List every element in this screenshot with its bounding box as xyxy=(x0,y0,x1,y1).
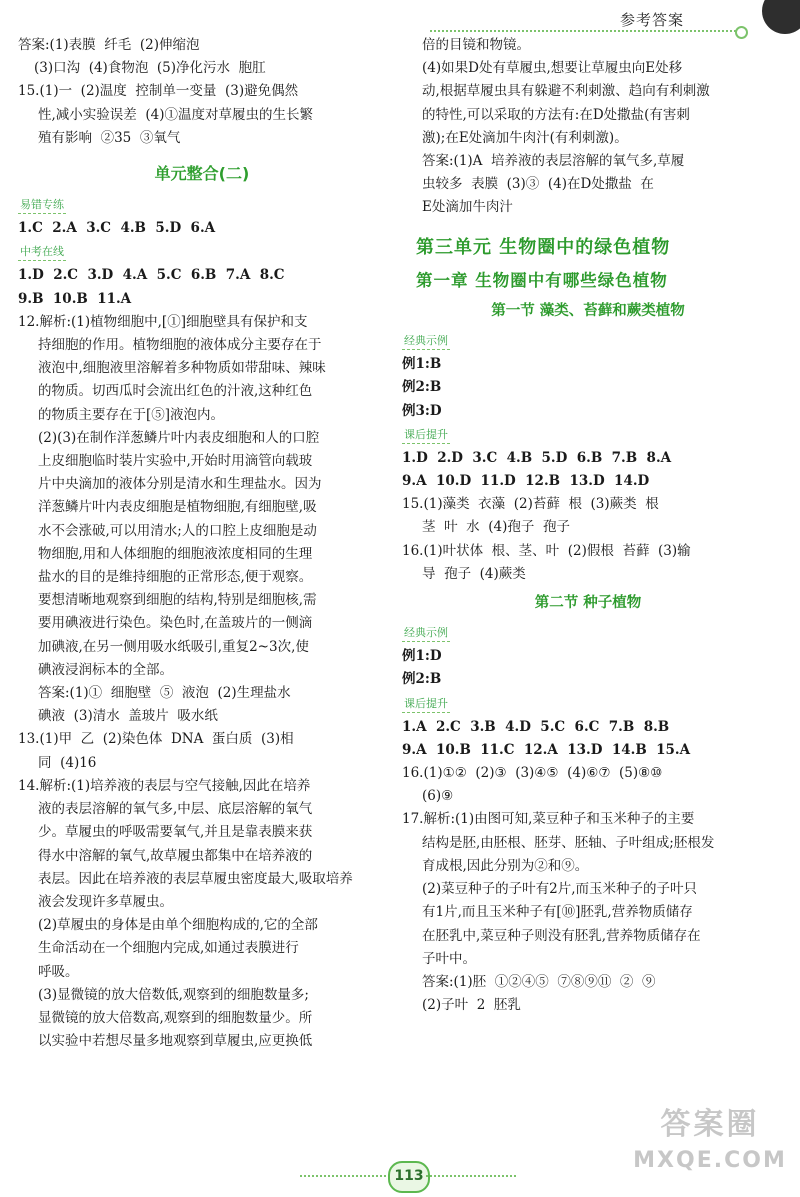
answer-line: 1.C 2.A 3.C 4.B 5.D 6.A xyxy=(18,220,216,237)
example-answer: 例1:D xyxy=(402,648,442,665)
q17-answer-line: (2)子叶 2 胚乳 xyxy=(422,997,521,1014)
answer-line: 1.A 2.C 3.B 4.D 5.C 6.C 7.B 8.B xyxy=(402,718,670,735)
q14-line: (2)草履虫的身体是由单个细胞构成的,它的全部 xyxy=(38,917,318,934)
answer-line: 9.A 10.D 11.D 12.B 13.D 14.D xyxy=(402,473,650,490)
answer-line: 15.(1)一 (2)温度 控制单一变量 (3)避免偶然 xyxy=(18,83,299,100)
right-column xyxy=(402,34,774,1017)
answer-line: (3)口沟 (4)食物泡 (5)净化污水 胞肛 xyxy=(34,60,266,77)
q12-line: 上皮细胞临时装片实验中,开始时用滴管向载玻 xyxy=(38,453,313,470)
page-number: 113 xyxy=(388,1161,430,1193)
tag-kehou: 课后提升 xyxy=(402,427,450,444)
left-column xyxy=(18,34,386,1053)
q14-answer-line: 答案:(1)A 培养液的表层溶解的氧气多,草履 xyxy=(422,153,685,170)
footer-dotted-rule-left xyxy=(300,1175,390,1177)
q12-line: 物细胞,用和人体细胞的细胞液浓度相同的生理 xyxy=(38,545,313,562)
q12-answer-line: 答案:(1)① 细胞壁 ⑤ 液泡 (2)生理盐水 xyxy=(38,685,291,702)
q14-line: 14.解析:(1)培养液的表层与空气接触,因此在培养 xyxy=(18,777,311,794)
answer-line: 茎 叶 水 (4)孢子 孢子 xyxy=(422,519,570,536)
example-answer: 例2:B xyxy=(402,379,442,396)
q14-cont-line: 动,根据草履虫具有躲避不利刺激、趋向有利刺激 xyxy=(422,83,710,100)
section-title: 第一节 藻类、苔藓和蕨类植物 xyxy=(491,303,685,320)
tag-jingdian: 经典示例 xyxy=(402,625,450,642)
watermark-en: MXQE.COM xyxy=(633,1148,787,1173)
q12-line: 12.解析:(1)植物细胞中,[①]细胞壁具有保护和支 xyxy=(18,313,308,330)
q14-cont-line: 倍的目镜和物镜。 xyxy=(422,37,530,53)
q14-line: 生命活动在一个细胞内完成,如通过表膜进行 xyxy=(38,940,299,957)
q17-line: 子叶中。 xyxy=(422,950,476,967)
q14-line: 少。草履虫的呼吸需要氧气,并且是靠表膜来获 xyxy=(38,824,313,841)
example-answer: 例2:B xyxy=(402,671,442,688)
q14-line: 呼吸。 xyxy=(38,963,79,980)
q14-cont-line: 的特性,可以采取的方法有:在D处撒盐(有害刺 xyxy=(422,106,690,123)
q13-line: 13.(1)甲 乙 (2)染色体 DNA 蛋白质 (3)相 xyxy=(18,731,294,748)
example-answer: 例3:D xyxy=(402,402,442,419)
header-title: 参考答案 xyxy=(620,10,685,29)
answer-line: 9.B 10.B 11.A xyxy=(18,290,132,307)
q14-line: 得水中溶解的氧气,故草履虫都集中在培养液的 xyxy=(38,847,313,864)
example-answer: 例1:B xyxy=(402,356,442,373)
tag-yicuo: 易错专练 xyxy=(18,197,66,214)
answer-line: 1.D 2.D 3.C 4.B 5.D 6.B 7.B 8.A xyxy=(402,449,672,466)
q12-line: 的物质主要存在于[⑤]液泡内。 xyxy=(38,406,225,423)
q14-line: 以实验中若想尽量多地观察到草履虫,应更换低 xyxy=(38,1033,313,1050)
q17-line: 育成根,因此分别为②和⑨。 xyxy=(422,857,589,874)
q13-line: 同 (4)16 xyxy=(38,754,97,771)
q12-line: 液泡中,细胞液里溶解着多种物质如带甜味、辣味 xyxy=(38,360,326,377)
answer-line: 9.A 10.B 11.C 12.A 13.D 14.B 15.A xyxy=(402,741,691,758)
q12-line: 碘液浸润标本的全部。 xyxy=(38,661,173,678)
q12-line: 持细胞的作用。植物细胞的液体成分主要存在于 xyxy=(38,337,322,354)
watermark-cn: 答案圈 xyxy=(660,1107,760,1142)
answer-line: 15.(1)藻类 衣藻 (2)苔藓 根 (3)蕨类 根 xyxy=(402,496,659,513)
q17-line: 在胚乳中,菜豆种子则没有胚乳,营养物质储存在 xyxy=(422,927,701,944)
q12-line: (2)(3)在制作洋葱鳞片叶内表皮细胞和人的口腔 xyxy=(38,429,320,446)
answer-line: 导 孢子 (4)蕨类 xyxy=(422,565,526,582)
q12-line: 洋葱鳞片叶内表皮细胞是植物细胞,有细胞壁,吸 xyxy=(38,499,317,516)
q14-answer-line: E处滴加牛肉汁 xyxy=(422,199,513,216)
q17-line: 17.解析:(1)由图可知,菜豆种子和玉米种子的主要 xyxy=(402,811,695,828)
chapter-title: 第一章 生物圈中有哪些绿色植物 xyxy=(416,270,668,290)
q12-line: 盐水的目的是维持细胞的正常形态,便于观察。 xyxy=(38,569,313,586)
answer-line: 答案:(1)表膜 纤毛 (2)伸缩泡 xyxy=(18,37,200,53)
q12-line: 片中央滴加的液体分别是清水和生理盐水。因为 xyxy=(38,476,322,493)
q12-line: 的物质。切西瓜时会流出红色的汁液,这种红色 xyxy=(38,383,313,400)
q14-cont-line: 激);在E处滴加牛肉汁(有利刺激)。 xyxy=(422,129,628,146)
answer-line: 1.D 2.C 3.D 4.A 5.C 6.B 7.A 8.C xyxy=(18,267,285,284)
answer-line: 殖有影响 ②35 ③氧气 xyxy=(38,129,181,146)
tag-kehou: 课后提升 xyxy=(402,696,450,713)
q14-cont-line: (4)如果D处有草履虫,想要让草履虫向E处移 xyxy=(422,60,683,77)
q14-line: 液的表层溶解的氧气多,中层、底层溶解的氧气 xyxy=(38,801,313,818)
q17-line: (2)菜豆种子的子叶有2片,而玉米种子的子叶只 xyxy=(422,881,698,898)
q14-answer-line: 虫较多 表膜 (3)③ (4)在D处撒盐 在 xyxy=(422,176,654,193)
q14-line: 显微镜的放大倍数高,观察到的细胞数量少。所 xyxy=(38,1009,313,1026)
q17-line: 结构是胚,由胚根、胚芽、胚轴、子叶组成;胚根发 xyxy=(422,834,715,851)
watermark-logo xyxy=(620,1105,800,1195)
unit-title: 第三单元 生物圈中的绿色植物 xyxy=(416,236,671,258)
q14-line: (3)显微镜的放大倍数低,观察到的细胞数量多; xyxy=(38,986,309,1003)
unit-integration-title: 单元整合(二) xyxy=(154,164,250,184)
q12-line: 要想清晰地观察到细胞的结构,特别是细胞核,需 xyxy=(38,592,317,609)
q14-line: 液会发现许多草履虫。 xyxy=(38,893,173,910)
q14-line: 表层。因此在培养液的表层草履虫密度最大,吸取培养 xyxy=(38,870,353,887)
answer-line: 性,减小实验误差 (4)①温度对草履虫的生长繁 xyxy=(38,106,313,123)
tag-jingdian: 经典示例 xyxy=(402,333,450,350)
answer-line: 16.(1)①② (2)③ (3)④⑤ (4)⑥⑦ (5)⑧⑩ xyxy=(402,765,663,782)
section-title: 第二节 种子植物 xyxy=(534,595,642,612)
q12-line: 水不会涨破,可以用清水;人的口腔上皮细胞是动 xyxy=(38,522,317,539)
footer-dotted-rule-right xyxy=(426,1175,516,1177)
answer-line: 16.(1)叶状体 根、茎、叶 (2)假根 苔藓 (3)输 xyxy=(402,542,691,559)
answer-line: (6)⑨ xyxy=(422,788,454,805)
q17-answer-line: 答案:(1)胚 ①②④⑤ ⑦⑧⑨⑪ ② ⑨ xyxy=(422,973,656,990)
q12-answer-line: 碘液 (3)清水 盖玻片 吸水纸 xyxy=(38,708,218,725)
q17-line: 有1片,而且玉米种子有[⑩]胚乳,营养物质储存 xyxy=(422,904,693,921)
tag-zhongkao: 中考在线 xyxy=(18,244,66,261)
q12-line: 要用碘液进行染色。染色时,在盖玻片的一侧滴 xyxy=(38,615,313,632)
q12-line: 加碘液,在另一侧用吸水纸吸引,重复2~3次,使 xyxy=(38,638,309,655)
